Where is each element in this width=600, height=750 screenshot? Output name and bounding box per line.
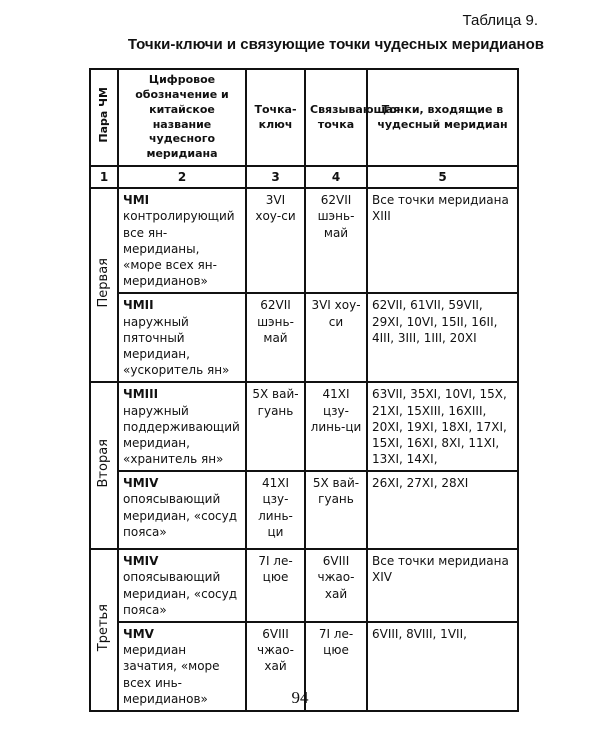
key-point-cell: 5X вай-гуань (246, 382, 305, 471)
link-point-cell: 41XI цзу-линь-ци (305, 382, 367, 471)
header-link-point: Связывающая точка (305, 69, 367, 166)
table-title: Точки-ключи и связующие точки чудесных меридианов (127, 36, 544, 53)
meridian-cell: ЧМIII наружный поддерживающий меридиан, «хранитель ян» (118, 382, 246, 471)
meridian-cell: ЧМV меридиан зачатия, «море всех инь-меридианов» (118, 622, 246, 711)
link-point-cell: 7I ле-цюе (305, 622, 367, 711)
column-number: 4 (305, 166, 367, 188)
meridian-cell: ЧМI контролирующий все ян-меридианы, «море всех ян-меридианов» (118, 188, 246, 293)
link-point-cell: 3VI хоу-си (305, 293, 367, 382)
points-cell: Все точки меридиана XIV (367, 549, 518, 622)
key-point-cell: 6VIII чжао-хай (246, 622, 305, 711)
link-point-cell: 62VII шэнь-май (305, 188, 367, 293)
key-point-cell: 7I ле-цюе (246, 549, 305, 622)
page-number: 94 (291, 688, 309, 707)
table-number: Таблица 9. (462, 12, 538, 29)
header-key-point: Точка-ключ (246, 69, 305, 166)
header-row (90, 69, 518, 166)
meridian-cell: ЧМIV опоясывающий меридиан, «сосуд пояса» (118, 471, 246, 549)
table-row (90, 188, 518, 293)
header-pair: Пара ЧМ (90, 69, 118, 166)
link-point-cell: 5X вай-гуань (305, 471, 367, 549)
points-cell: 62VII, 61VII, 59VII, 29XI, 10VI, 15II, 16II, 4III, 3III, 1III, 20XI (367, 293, 518, 382)
points-cell: 63VII, 35XI, 10VI, 15X, 21XI, 15XIII, 16XIII, 20XI, 19XI, 18XI, 17XI, 15XI, 16XI, 8XI, 11XI, 13XI, 14XI, (367, 382, 518, 471)
table-row (90, 549, 518, 622)
key-point-cell: 41XI цзу-линь-ци (246, 471, 305, 549)
column-number-row (90, 166, 518, 188)
table-row (90, 293, 518, 382)
column-number: 1 (90, 166, 118, 188)
pair-cell: Вторая (90, 382, 118, 549)
points-cell: Все точки меридиана XIII (367, 188, 518, 293)
column-number: 3 (246, 166, 305, 188)
column-number: 5 (367, 166, 518, 188)
table-row (90, 471, 518, 549)
pair-cell: Третья (90, 549, 118, 711)
header-points: Точки, входящие в чудесный меридиан (367, 69, 518, 166)
meridian-table (89, 68, 519, 712)
meridian-cell: ЧМII наружный пяточный меридиан, «ускоритель ян» (118, 293, 246, 382)
header-meridian: Цифровое обозначение и китайское название чудесного меридиана (118, 69, 246, 166)
key-point-cell: 3VI хоу-си (246, 188, 305, 293)
table-row (90, 382, 518, 471)
column-number: 2 (118, 166, 246, 188)
meridian-cell: ЧМIV опоясывающий меридиан, «сосуд пояса» (118, 549, 246, 622)
points-cell: 26XI, 27XI, 28XI (367, 471, 518, 549)
link-point-cell: 6VIII чжао-хай (305, 549, 367, 622)
key-point-cell: 62VII шэнь-май (246, 293, 305, 382)
points-cell: 6VIII, 8VIII, 1VII, (367, 622, 518, 711)
pair-cell: Первая (90, 188, 118, 382)
